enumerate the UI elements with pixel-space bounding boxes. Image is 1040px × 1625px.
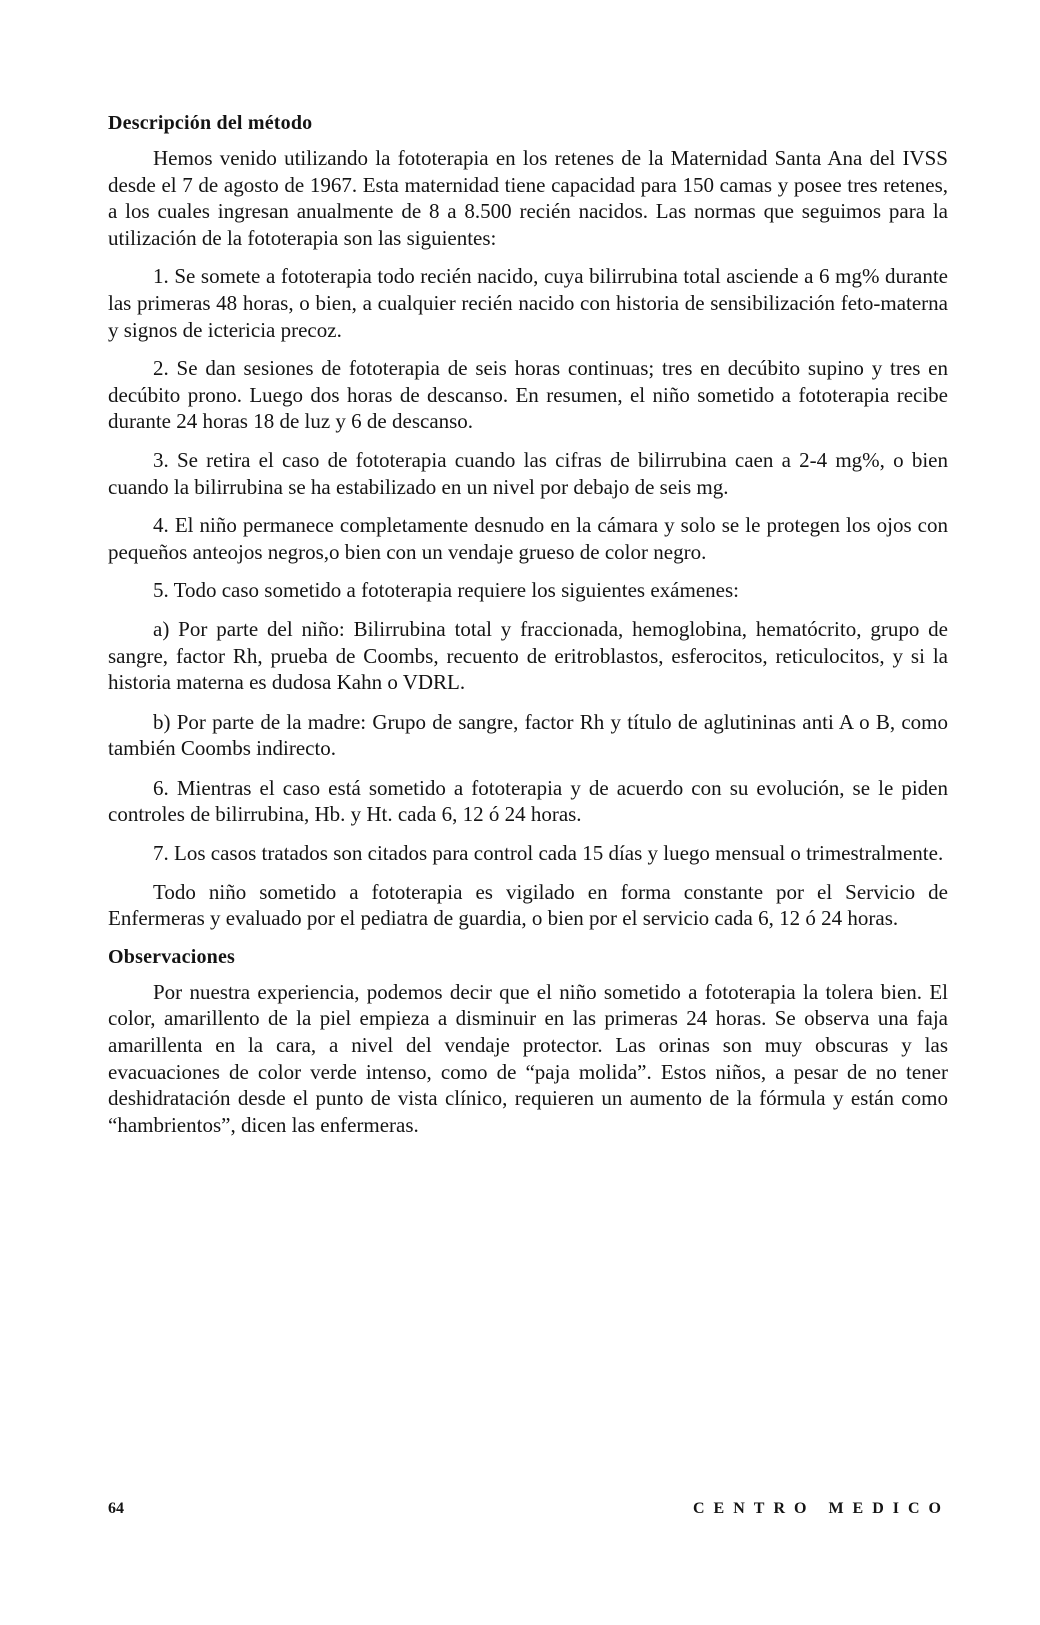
rule-5b-paragraph: b) Por parte de la madre: Grupo de sangre, factor Rh y título de aglutininas anti A o B, como también Coombs indirecto.: [108, 709, 948, 761]
page-body: [108, 112, 948, 1150]
surveillance-paragraph: Todo niño sometido a fototerapia es vigilado en forma constante por el Servicio de Enfermeras y evaluado por el pediatra de guardia, o bien por el servicio cada 6, 12 ó 24 horas.: [108, 879, 948, 931]
page-footer: [108, 1500, 950, 1522]
journal-name: CENTRO MEDICO: [692, 1500, 950, 1517]
rule-4-paragraph: 4. El niño permanece completamente desnudo en la cámara y solo se le protegen los ojos con pequeños anteojos negros,o bien con un vendaje grueso de color negro.: [108, 513, 948, 564]
section-heading-observations: Observaciones: [108, 945, 236, 968]
rule-7-paragraph: 7. Los casos tratados son citados para control cada 15 días y luego mensual o trimestralmente.: [153, 841, 944, 866]
rule-2-paragraph: 2. Se dan sesiones de fototerapia de seis horas continuas; tres en decúbito supino y tres en decúbito prono. Luego dos horas de descanso. En resumen, el niño sometido a fototerapia recibe durante 24 horas 18 de luz y 6 de descanso.: [108, 356, 948, 434]
rule-1-paragraph: 1. Se somete a fototerapia todo recién nacido, cuya bilirrubina total asciende a 6 mg% durante las primeras 48 horas, o bien, a cualquier recién nacido con historia de sensibilización feto-materna y signos de ictericia precoz.: [108, 264, 948, 342]
observations-paragraph: Por nuestra experiencia, podemos decir que el niño sometido a fototerapia la tolera bien. El color, amarillento de la piel empieza a disminuir en las primeras 24 horas. Se observa una faja amarillenta en la cara, a nivel del vendaje protector. Las orinas son muy obscuras y las evacuaciones de color verde intenso, como de “paja molida”. Estos niños, a pesar de no tener deshidratación desde el punto de vista clínico, requieren un aumento de la fórmula y están como “hambrientos”, dicen las enfermeras.: [108, 979, 948, 1137]
rule-3-paragraph: 3. Se retira el caso de fototerapia cuando las cifras de bilirrubina caen a 2-4 mg%, o bien cuando la bilirrubina se ha estabilizado en un nivel por debajo de seis mg.: [108, 447, 948, 499]
page-number: 64: [108, 1500, 124, 1517]
rule-5a-paragraph: a) Por parte del niño: Bilirrubina total y fraccionada, hemoglobina, hematócrito, grupo de sangre, factor Rh, prueba de Coombs, recuento de eritroblastos, esferocitos, reticulocitos, y si la historia materna es dudosa Kahn o VDRL.: [108, 616, 948, 695]
section-heading-method: Descripción del método: [108, 112, 313, 134]
rule-5-paragraph: 5. Todo caso sometido a fototerapia requiere los siguientes exámenes:: [153, 578, 739, 603]
intro-paragraph: Hemos venido utilizando la fototerapia en los retenes de la Maternidad Santa Ana del IVSS desde el 7 de agosto de 1967. Esta maternidad tiene capacidad para 150 camas y posee tres retenes, a los cuales ingresan anualmente de 8 a 8.500 recién nacidos. Las normas que seguimos para la utilización de la fototerapia son las siguientes:: [108, 146, 948, 250]
rule-6-paragraph: 6. Mientras el caso está sometido a fototerapia y de acuerdo con su evolución, se le piden controles de bilirrubina, Hb. y Ht. cada 6, 12 ó 24 horas.: [108, 775, 948, 827]
